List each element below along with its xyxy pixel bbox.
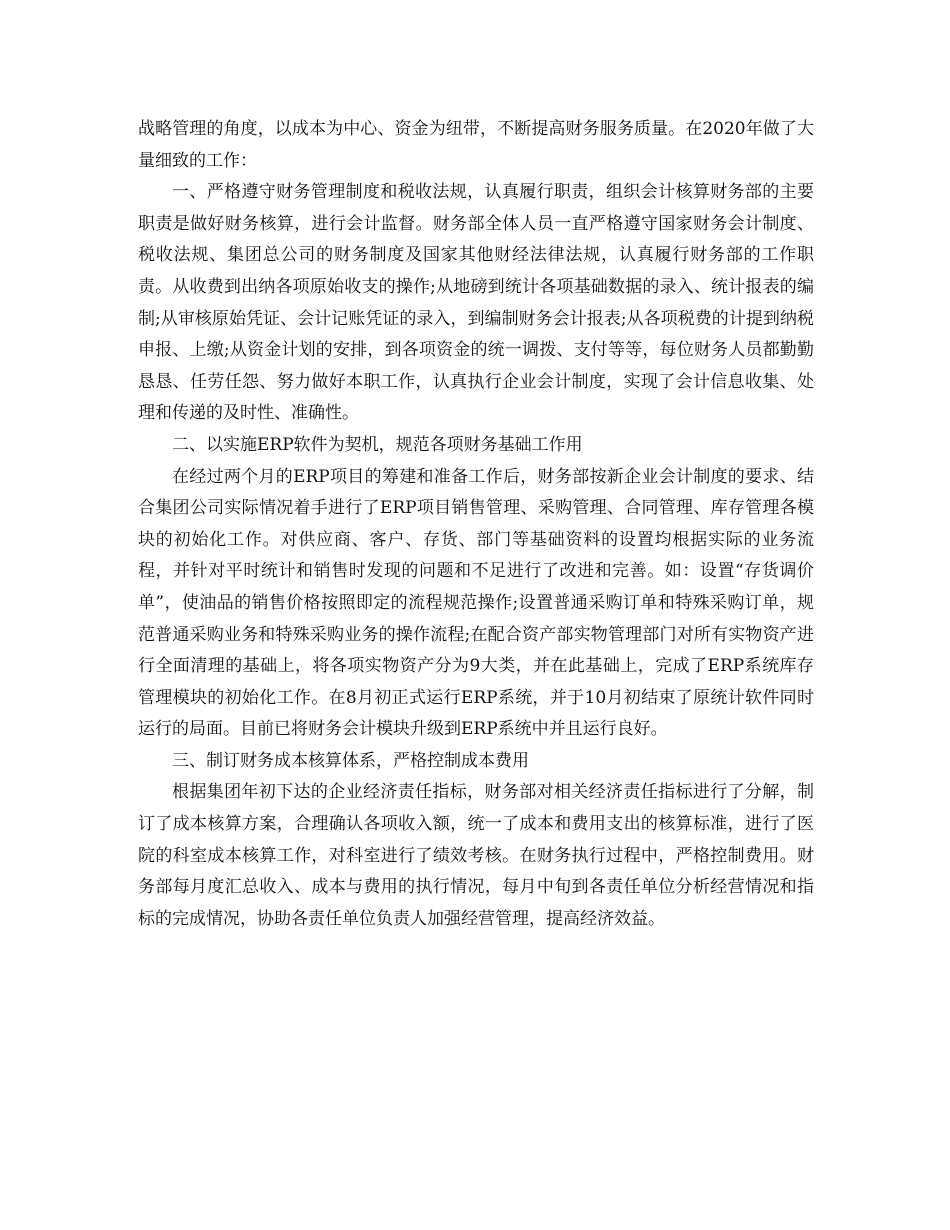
paragraph-section-3: 根据集团年初下达的企业经济责任指标，财务部对相关经济责任指标进行了分解，制订了成本核算方案，合理确认各项收入额，统一了成本和费用支出的核算标准，进行了医院的科室成本核算工作，对科室进行了绩效考核。在财务执行过程中，严格控制费用。财务部每月度汇总收入、成本与费用的执行情况，每月中旬到各责任单位分析经营情况和指标的完成情况，协助各责任单位负责人加强经营管理，提高经济效益。 xyxy=(138,782,814,929)
heading-section-3: 三、制订财务成本核算体系，严格控制成本费用 xyxy=(172,750,529,771)
paragraph-section-2: 在经过两个月的ERP项目的筹建和准备工作后，财务部按新企业会计制度的要求、结合集团公司实际情况着手进行了ERP项目销售管理、采购管理、合同管理、库存管理各模块的初始化工作。对供应商、客户、存货、部门等基础资料的设置均根据实际的业务流程，并针对平时统计和销售时发现的问题和不足进行了改进和完善。如：设置“存货调价单”，使油品的销售价格按照即定的流程规范操作;设置普通采购订单和特殊采购订单，规范普通采购业务和特殊采购业务的操作流程;在配合资产部实物管理部门对所有实物资产进行全面清理的基础上，将各项实物资产分为9大类，并在此基础上，完成了ERP系统库存管理模块的初始化工作。在8月初正式运行ERP系统，并于10月初结束了原统计软件同时运行的局面。目前已将财务会计模块升级到ERP系统中并且运行良好。 xyxy=(138,466,814,740)
document-body xyxy=(138,114,814,935)
paragraph-intro: 战略管理的角度，以成本为中心、资金为纽带，不断提高财务服务质量。在2020年做了大量细致的工作： xyxy=(138,119,814,171)
paragraph-section-1: 一、严格遵守财务管理制度和税收法规，认真履行职责，组织会计核算财务部的主要职责是做好财务核算，进行会计监督。财务部全体人员一直严格遵守国家财务会计制度、税收法规、集团总公司的财务制度及国家其他财经法律法规，认真履行财务部的工作职责。从收费到出纳各项原始收支的操作;从地磅到统计各项基础数据的录入、统计报表的编制;从审核原始凭证、会计记账凭证的录入，到编制财务会计报表;从各项税费的计提到纳税申报、上缴;从资金计划的安排，到各项资金的统一调拨、支付等等，每位财务人员都勤勤恳恳、任劳任怨、努力做好本职工作，认真执行企业会计制度，实现了会计信息收集、处理和传递的及时性、准确性。 xyxy=(138,182,814,424)
heading-section-2: 二、以实施ERP软件为契机，规范各项财务基础工作用 xyxy=(172,434,583,455)
